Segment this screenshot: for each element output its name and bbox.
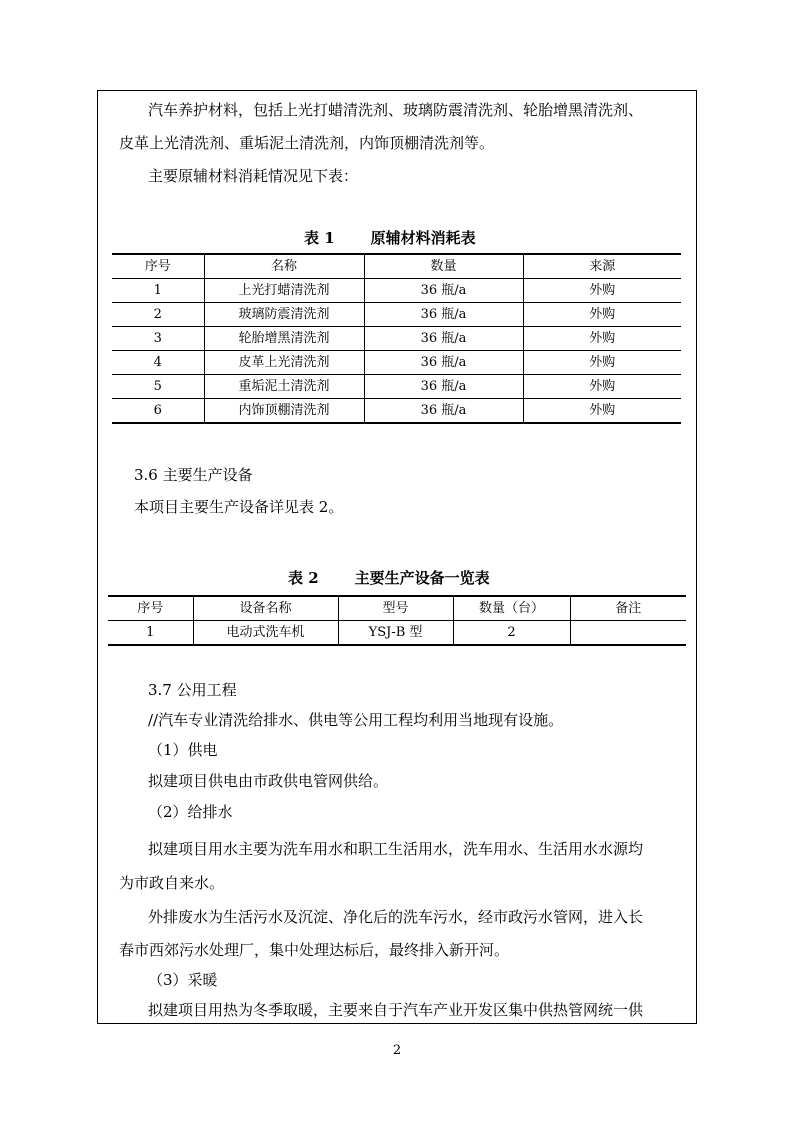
table-cell: 外购: [523, 375, 681, 399]
paragraph-table-intro: 主要原辅材料消耗情况见下表：: [148, 167, 359, 185]
table-cell: 轮胎增黑清洗剂: [204, 327, 364, 351]
table-cell: 外购: [523, 399, 681, 424]
table-cell: 上光打蜡清洗剂: [204, 279, 364, 303]
table1-caption: [304, 228, 476, 248]
heating-heading: （3）采暖: [148, 971, 218, 989]
table-cell: 36 瓶/a: [364, 375, 523, 399]
table2-caption-title: 主要生产设备一览表: [354, 569, 490, 587]
table-header-cell: 数量（台）: [453, 596, 570, 621]
section-3-6-text: 本项目主要生产设备详见表 2。: [134, 498, 344, 516]
table-row: [112, 351, 681, 375]
table-row: [112, 375, 681, 399]
table-cell: 4: [112, 351, 204, 375]
water-text-line2: 为市政自来水。: [119, 874, 225, 892]
heating-text-line1: 拟建项目用热为冬季取暖，主要来自于汽车产业开发区集中供热管网统一供: [148, 1001, 644, 1019]
table-header-cell: 名称: [204, 254, 364, 279]
table-header-row: [112, 254, 681, 279]
table-row: [112, 303, 681, 327]
table-header-cell: 设备名称: [193, 596, 338, 621]
table-cell: 2: [453, 621, 570, 646]
drainage-text-line1: 外排废水为生活污水及沉淀、净化后的洗车污水，经市政污水管网，进入长: [148, 908, 644, 926]
table-header-cell: 序号: [108, 596, 193, 621]
water-text-line1: 拟建项目用水主要为洗车用水和职工生活用水，洗车用水、生活用水水源均: [148, 840, 644, 858]
section-3-7-heading: 3.7 公用工程: [148, 681, 237, 699]
table-cell: 外购: [523, 327, 681, 351]
table-cell: YSJ-B 型: [338, 621, 453, 646]
table2-caption-number: 表 2: [288, 569, 319, 587]
table2-caption: [288, 568, 490, 588]
table-header-cell: 序号: [112, 254, 204, 279]
table-row: [112, 399, 681, 424]
table-cell: [570, 621, 686, 646]
power-supply-heading: （1）供电: [148, 741, 218, 759]
table-cell: 重垢泥土清洗剂: [204, 375, 364, 399]
section-3-7-intro: //汽车专业清洗给排水、供电等公用工程均利用当地现有设施。: [148, 711, 564, 729]
table-cell: 外购: [523, 351, 681, 375]
table-cell: 2: [112, 303, 204, 327]
page-number: 2: [392, 1043, 402, 1058]
table-cell: 36 瓶/a: [364, 327, 523, 351]
table-cell: 皮革上光清洗剂: [204, 351, 364, 375]
table-cell: 玻璃防震清洗剂: [204, 303, 364, 327]
table1-caption-title: 原辅材料消耗表: [370, 229, 476, 247]
table-cell: 36 瓶/a: [364, 303, 523, 327]
table-cell: 5: [112, 375, 204, 399]
table-header-cell: 型号: [338, 596, 453, 621]
table-cell: 3: [112, 327, 204, 351]
table-cell: 6: [112, 399, 204, 424]
table-cell: 36 瓶/a: [364, 279, 523, 303]
table-cell: 外购: [523, 303, 681, 327]
table-header-cell: 来源: [523, 254, 681, 279]
table-cell: 36 瓶/a: [364, 399, 523, 424]
table-cell: 外购: [523, 279, 681, 303]
drainage-text-line2: 春市西郊污水处理厂，集中处理达标后，最终排入新开河。: [119, 941, 510, 959]
materials-table: [112, 253, 681, 424]
table-cell: 内饰顶棚清洗剂: [204, 399, 364, 424]
table-cell: 电动式洗车机: [193, 621, 338, 646]
table-row: [112, 327, 681, 351]
table-row: [112, 279, 681, 303]
paragraph-materials-line2: 皮革上光清洗剂、重垢泥土清洗剂，内饰顶棚清洗剂等。: [119, 134, 495, 152]
table-header-cell: 数量: [364, 254, 523, 279]
equipment-table: [108, 595, 686, 646]
table-cell: 36 瓶/a: [364, 351, 523, 375]
table1-caption-number: 表 1: [304, 229, 335, 247]
table-header-row: [108, 596, 686, 621]
paragraph-materials-line1: 汽车养护材料，包括上光打蜡清洗剂、玻璃防震清洗剂、轮胎增黑清洗剂、: [148, 101, 644, 119]
table-cell: 1: [108, 621, 193, 646]
table-header-cell: 备注: [570, 596, 686, 621]
section-3-6-heading: 3.6 主要生产设备: [134, 466, 253, 484]
power-supply-text: 拟建项目供电由市政供电管网供给。: [148, 772, 389, 790]
table-cell: 1: [112, 279, 204, 303]
water-heading: （2）给排水: [148, 803, 233, 821]
table-row: [108, 621, 686, 646]
